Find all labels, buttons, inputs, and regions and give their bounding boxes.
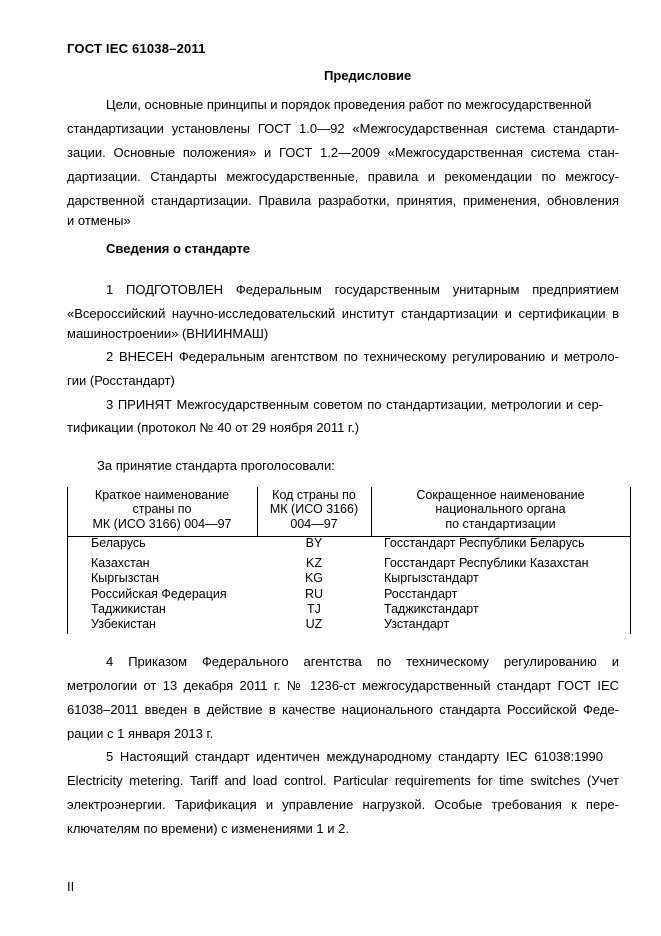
country-cell: Казахстан [91, 556, 150, 570]
text-line: Electricity metering. Tariff and load control. Particular requirements for time switches (Учет [67, 773, 619, 788]
text-line: электроэнергии. Тарификация и управление нагрузкой. Особые требования к пере- [67, 797, 619, 812]
table-border-right [630, 487, 631, 634]
text-line: стандартизации установлены ГОСТ 1.0—92 «Межгосударственная система стандарти- [67, 121, 619, 136]
body-cell: Госстандарт Республики Казахстан [384, 556, 589, 570]
foreword-title: Предисловие [324, 68, 412, 83]
text-line: машиностроении» (ВНИИНМАШ) [67, 326, 269, 341]
text-line: тификации (протокол № 40 от 29 ноября 2011 г.) [67, 420, 360, 435]
text-line: 61038–2011 введен в действие в качестве национального стандарта Российской Феде- [67, 702, 619, 717]
header-line: МК (ИСО 3166) 004—97 [92, 517, 232, 531]
voting-table [67, 484, 631, 636]
body-cell: Росстандарт [384, 587, 458, 601]
header-line: страны по [132, 502, 192, 516]
text-line: 3 ПРИНЯТ Межгосударственным советом по стандартизации, метрологии и сер- [106, 397, 603, 412]
text-line: гии (Росстандарт) [67, 373, 175, 388]
header-line: Код страны по [272, 488, 356, 502]
header-line: по стандартизации [445, 517, 556, 531]
code-cell: TJ [307, 602, 321, 616]
text-line: и отмены» [67, 213, 131, 228]
code-cell: RU [304, 587, 324, 601]
body-cell: Таджикстандарт [384, 602, 479, 616]
text-line: зации. Основные положения» и ГОСТ 1.2—2009 «Межгосударственная система стан- [67, 145, 619, 160]
country-cell: Российская Федерация [91, 587, 227, 601]
header-line: Краткое наименование [94, 488, 230, 502]
standard-info-title: Сведения о стандарте [106, 241, 251, 256]
header-line: Сокращенное наименование [416, 488, 585, 502]
code-cell: KZ [306, 556, 322, 570]
text-line: 5 Настоящий стандарт идентичен международному стандарту IEC 61038:1990 [106, 749, 603, 764]
page-number: II [67, 879, 75, 894]
text-line: 4 Приказом Федерального агентства по техническому регулированию и [106, 654, 619, 669]
vote-intro: За принятие стандарта проголосовали: [97, 458, 335, 473]
body-cell: Узстандарт [384, 617, 450, 631]
code-cell: BY [305, 536, 323, 550]
text-line: «Всероссийский научно-исследовательский институт стандартизации и сертификации в [67, 306, 619, 321]
text-line: ключателям по времени) с изменениями 1 и 2. [67, 821, 349, 836]
text-line: Цели, основные принципы и порядок проведения работ по межгосударственной [106, 97, 592, 112]
country-cell: Узбекистан [91, 617, 156, 631]
header-line: МК (ИСО 3166) [269, 502, 359, 516]
code-cell: UZ [305, 617, 323, 631]
text-line: дартизации. Стандарты межгосударственные, правила и рекомендации по межгосу- [67, 169, 619, 184]
header-line: 004—97 [290, 517, 338, 531]
code-cell: KG [304, 571, 324, 585]
text-line: 1 ПОДГОТОВЛЕН Федеральным государственным унитарным предприятием [106, 282, 619, 297]
country-cell: Таджикистан [91, 602, 166, 616]
body-cell: Кыргызстандарт [384, 571, 479, 585]
text-line: 2 ВНЕСЕН Федеральным агентством по техническому регулированию и метроло- [106, 349, 619, 364]
body-cell: Госстандарт Республики Беларусь [384, 536, 585, 550]
text-line: метрологии от 13 декабря 2011 г. № 1236-ст межгосударственный стандарт ГОСТ IEC [67, 678, 619, 693]
text-line: рации с 1 января 2013 г. [67, 726, 214, 741]
country-cell: Кыргызстан [91, 571, 160, 585]
document-code: ГОСТ IEC 61038–2011 [67, 41, 206, 56]
header-line: национального органа [435, 502, 566, 516]
text-line: дарственной стандартизации. Правила разработки, принятия, применения, обновления [67, 193, 619, 208]
country-cell: Беларусь [91, 536, 146, 550]
